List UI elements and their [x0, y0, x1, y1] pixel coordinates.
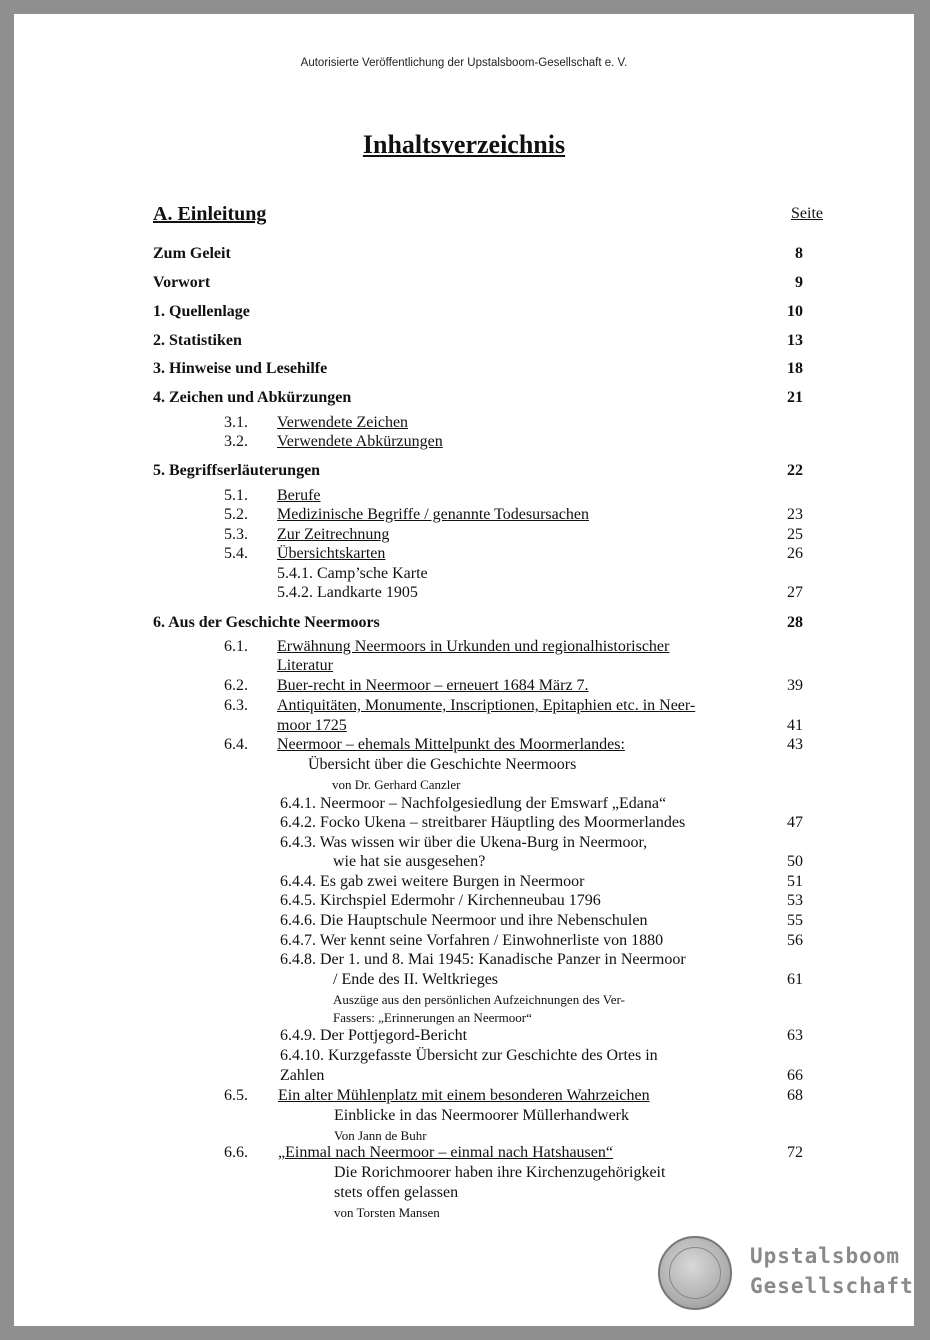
- toc-subentry-text: Ein alter Mühlenplatz mit einem besonderen Wahrzeichen: [278, 1087, 650, 1104]
- toc-subentry-text: 6.4.9. Der Pottjegord-Bericht: [280, 1027, 468, 1044]
- toc-subentry-text: 5.4.1. Camp’sche Karte: [277, 565, 428, 582]
- toc-subentry-number: 3.2.: [224, 433, 248, 450]
- toc-subentry-text: 6.4.2. Focko Ukena – streitbarer Häuptling des Moormerlandes: [280, 814, 686, 831]
- toc-entry-page: 9: [795, 274, 803, 291]
- toc-entry-text: 3. Hinweise und Lesehilfe: [153, 360, 328, 377]
- toc-subentry-number: 5.4.: [224, 545, 248, 562]
- toc-subentry-page: 63: [787, 1027, 803, 1044]
- toc-subentry-text: Zahlen: [280, 1067, 325, 1084]
- toc-subentry-text: 6.4.4. Es gab zwei weitere Burgen in Neermoor: [280, 873, 585, 890]
- toc-subentry-text: / Ende des II. Weltkrieges: [333, 971, 499, 988]
- toc-subentry-page: 66: [787, 1067, 803, 1084]
- toc-subentry-page: 43: [787, 736, 803, 753]
- toc-subentry-text: stets offen gelassen: [334, 1184, 459, 1201]
- toc-author-text: von Torsten Mansen: [334, 1205, 440, 1220]
- toc-subentry-text: 6.4.8. Der 1. und 8. Mai 1945: Kanadische Panzer in Neermoor: [280, 951, 686, 968]
- toc-subentry-text: Verwendete Zeichen: [277, 414, 409, 431]
- toc-entry-page: 8: [795, 245, 803, 262]
- toc-subentry-text: „Einmal nach Neermoor – einmal nach Hatshausen“: [278, 1144, 613, 1161]
- toc-entry-page: 13: [787, 332, 803, 349]
- toc-subentry-text: Berufe: [277, 487, 321, 504]
- toc-subentry-page: 26: [787, 545, 803, 562]
- toc-subentry-text: 6.4.10. Kurzgefasste Übersicht zur Geschichte des Ortes in: [280, 1047, 658, 1064]
- toc-subentry-text: Medizinische Begriffe / genannte Todesursachen: [277, 506, 589, 523]
- toc-subentry-number: 6.6.: [224, 1144, 248, 1161]
- toc-entry-text: 1. Quellenlage: [153, 303, 250, 320]
- toc-subentry-page: 25: [787, 526, 803, 543]
- toc-subentry-text: Übersichtskarten: [277, 545, 386, 562]
- toc-subentry-page: 50: [787, 853, 803, 870]
- toc-subentry-page: 39: [787, 677, 803, 694]
- toc-subentry-text: Antiquitäten, Monumente, Inscriptionen, Epitaphien etc. in Neer-: [277, 697, 696, 714]
- section-title: A. Einleitung: [153, 203, 267, 225]
- toc-entry-page: 22: [787, 462, 803, 479]
- toc-subentry-page: 27: [787, 584, 803, 601]
- toc-subentry-text: Übersicht über die Geschichte Neermoors: [308, 756, 577, 773]
- document-page: [14, 14, 914, 1326]
- toc-author-text: Von Jann de Buhr: [334, 1128, 427, 1143]
- toc-note-text: Auszüge aus den persönlichen Aufzeichnungen des Ver-: [333, 992, 625, 1007]
- toc-author-text: von Dr. Gerhard Canzler: [332, 777, 461, 792]
- page-header: Autorisierte Veröffentlichung der Upstalsboom-Gesellschaft e. V.: [300, 57, 628, 69]
- toc-subentry-page: 68: [787, 1087, 803, 1104]
- toc-entry-page: 18: [787, 360, 803, 377]
- toc-subentry-page: 47: [787, 814, 803, 831]
- logo-line1: Upstalsboom: [750, 1244, 901, 1268]
- toc-subentry-text: 5.4.2. Landkarte 1905: [277, 584, 418, 601]
- toc-subentry-page: 41: [787, 717, 803, 734]
- toc-subentry-page: 72: [787, 1144, 803, 1161]
- toc-subentry-text: Verwendete Abkürzungen: [277, 433, 443, 450]
- toc-subentry-text: 6.4.6. Die Hauptschule Neermoor und ihre Nebenschulen: [280, 912, 648, 929]
- toc-entry-text: 2. Statistiken: [153, 332, 242, 349]
- society-logo: [658, 1234, 914, 1316]
- toc-note-text: Fassers: „Erinnerungen an Neermoor“: [333, 1010, 532, 1025]
- toc-subentry-page: 23: [787, 506, 803, 523]
- toc-subentry-text: Literatur: [277, 657, 333, 674]
- toc-subentry-text: Erwähnung Neermoors in Urkunden und regionalhistorischer: [277, 638, 670, 655]
- toc-subentry-number: 3.1.: [224, 414, 248, 431]
- toc-subentry-text: moor 1725: [277, 717, 347, 734]
- toc-entry-page: 28: [787, 614, 803, 631]
- toc-entry-text: Vorwort: [153, 274, 211, 291]
- toc-subentry-page: 53: [787, 892, 803, 909]
- toc-subentry-number: 5.1.: [224, 487, 248, 504]
- toc-subentry-number: 5.2.: [224, 506, 248, 523]
- toc-subentry-number: 6.2.: [224, 677, 248, 694]
- seal-icon: [658, 1236, 732, 1310]
- toc-subentry-number: 6.3.: [224, 697, 248, 714]
- toc-subentry-text: Zur Zeitrechnung: [277, 526, 390, 543]
- toc-subentry-text: 6.4.5. Kirchspiel Edermohr / Kirchenneubau 1796: [280, 892, 601, 909]
- page-column-label: Seite: [791, 205, 823, 222]
- logo-line2: Gesellschaft: [750, 1274, 914, 1298]
- toc-entry-text: Zum Geleit: [153, 245, 231, 262]
- toc-entry-text: 6. Aus der Geschichte Neermoors: [153, 614, 380, 631]
- toc-entry-page: 21: [787, 389, 803, 406]
- toc-subentry-text: Die Rorichmoorer haben ihre Kirchenzugehörigkeit: [334, 1164, 666, 1181]
- toc-subentry-text: Einblicke in das Neermoorer Müllerhandwerk: [334, 1107, 630, 1124]
- toc-subentry-text: 6.4.1. Neermoor – Nachfolgesiedlung der Emswarf „Edana“: [280, 795, 667, 812]
- toc-subentry-page: 56: [787, 932, 803, 949]
- toc-subentry-number: 5.3.: [224, 526, 248, 543]
- toc-subentry-number: 6.5.: [224, 1087, 248, 1104]
- toc-entry-text: 5. Begriffserläuterungen: [153, 462, 321, 479]
- page-title: Inhaltsverzeichnis: [362, 130, 566, 159]
- toc-subentry-text: Neermoor – ehemals Mittelpunkt des Moormerlandes:: [277, 736, 625, 753]
- toc-subentry-number: 6.4.: [224, 736, 248, 753]
- toc-subentry-page: 55: [787, 912, 803, 929]
- toc-subentry-page: 51: [787, 873, 803, 890]
- toc-entry-text: 4. Zeichen und Abkürzungen: [153, 389, 352, 406]
- toc-subentry-number: 6.1.: [224, 638, 248, 655]
- toc-subentry-text: 6.4.3. Was wissen wir über die Ukena-Burg in Neermoor,: [280, 834, 648, 851]
- toc-subentry-text: 6.4.7. Wer kennt seine Vorfahren / Einwohnerliste von 1880: [280, 932, 664, 949]
- toc-subentry-text: wie hat sie ausgesehen?: [333, 853, 486, 870]
- toc-subentry-text: Buer-recht in Neermoor – erneuert 1684 März 7.: [277, 677, 589, 694]
- toc-subentry-page: 61: [787, 971, 803, 988]
- toc-entry-page: 10: [787, 303, 803, 320]
